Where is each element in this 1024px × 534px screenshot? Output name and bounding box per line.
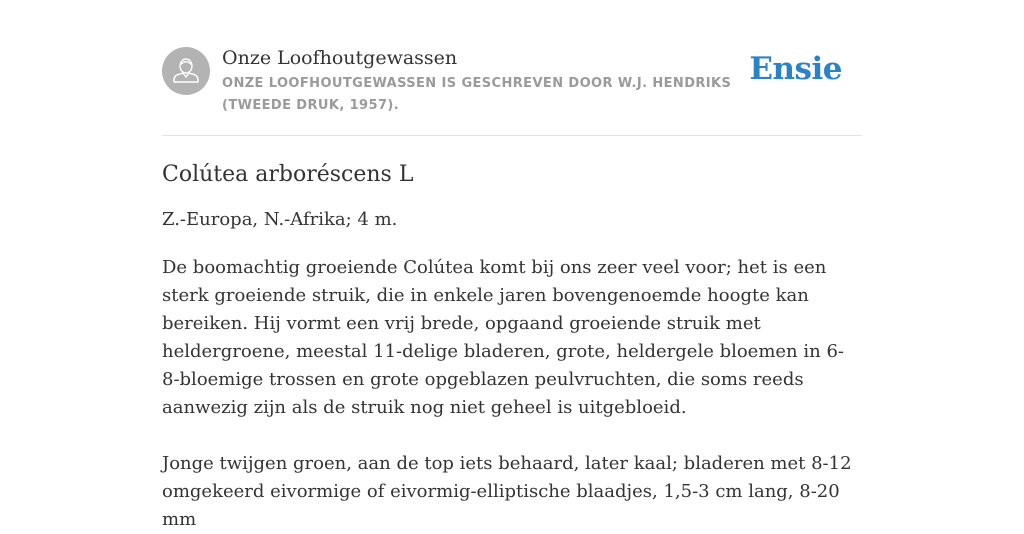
- source-title[interactable]: Onze Loofhoutgewassen: [222, 47, 458, 69]
- entry-paragraph-1: De boomachtig groeiende Colútea komt bij ons zeer veel voor; het is een sterk groeiende struik, die in enkele jaren bovengenoemde hoogte kan bereiken. Hij vormt een vrij brede, opgaand groeiende struik met heldergroene, meestal 11-delige bladeren, grote, heldergele bloemen in 6-8-bloemige trossen en grote opgeblazen peulvruchten, die soms reeds aanwezig zijn als de struik nog niet geheel is uitgebloeid.: [162, 257, 844, 418]
- source-description: ONZE LOOFHOUTGEWASSEN IS GESCHREVEN DOOR W.J. HENDRIKS (TWEEDE DRUK, 1957).: [222, 76, 732, 113]
- header-divider: [162, 135, 862, 136]
- entry-paragraph-2: Jonge twijgen groen, aan de top iets behaard, later kaal; bladeren met 8-12 omgekeerd eivormige of eivormig-elliptische blaadjes, 1,5-3 cm lang, 8-20 mm: [162, 453, 852, 530]
- ensie-logo[interactable]: Ensie: [749, 51, 842, 87]
- entry-title: Colútea arboréscens L: [162, 162, 414, 187]
- entry-origin: Z.-Europa, N.-Afrika; 4 m.: [162, 209, 398, 230]
- user-silhouette-icon[interactable]: [162, 47, 210, 95]
- entry-content: [162, 158, 852, 534]
- source-header: [162, 46, 862, 136]
